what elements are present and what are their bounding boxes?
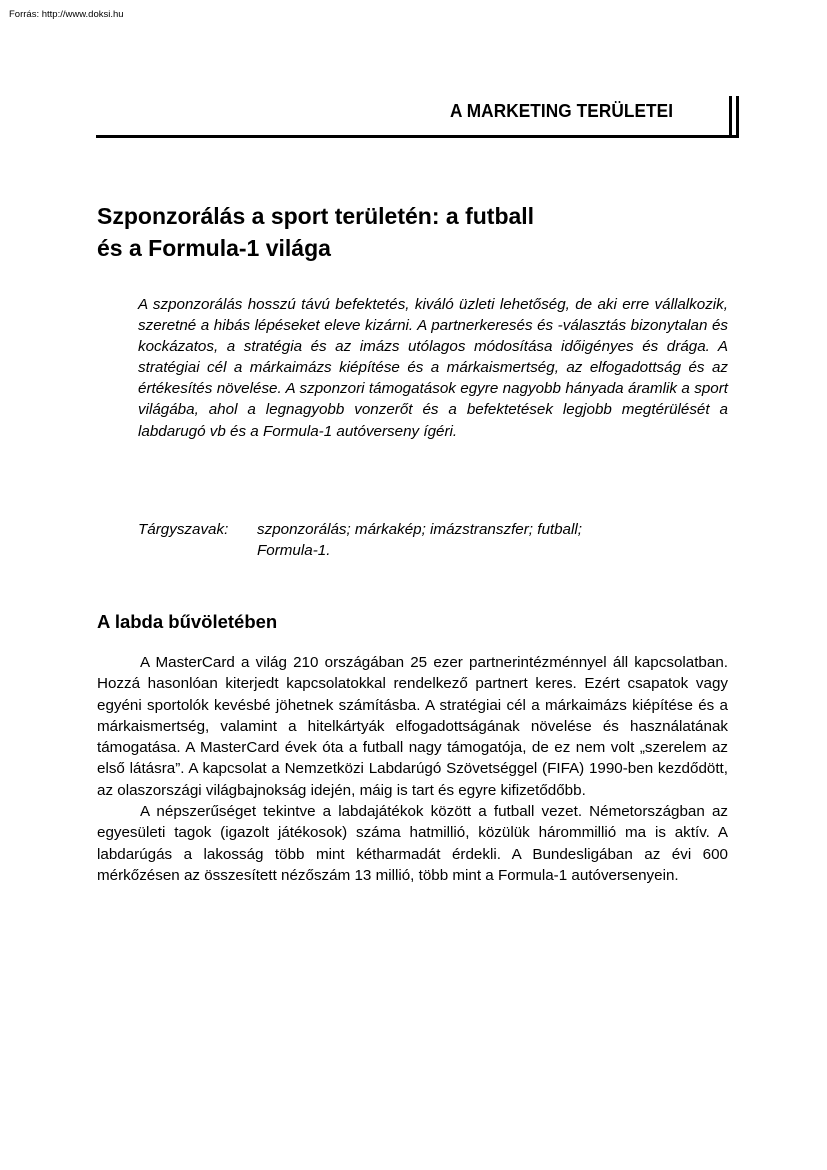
keywords bbox=[257, 519, 727, 561]
section-header: A MARKETING TERÜLETEI bbox=[450, 100, 674, 121]
keywords-line-2: Formula-1. bbox=[257, 542, 331, 560]
paragraph: A MasterCard a világ 210 országában 25 ezer partnerintézménnyel áll kapcsolatban. Hozzá hasonlóan kiterjedt kapcsolatokkal rendelkező partnert keres. Ezért csapatok vagy egyéni sportolók kevésbé jöhetnek számításba. A stratégiai cél a márkaimázs kiépítése és a márkaismertség, valamint a hitelkártyák elfogadottságának növelése és használatának támogatása. A MasterCard évek óta a futball nagy támogatója, de ez nem volt „szerelem az első látásra”. A kapcsolat a Nemzetközi Labdarúgó Szövetséggel (FIFA) 1990-ben kezdődött, az olaszországi világbajnokság idején, máig is tart és egyre kifizetődőbb. bbox=[97, 654, 728, 799]
title-line-2: és a Formula-1 világa bbox=[97, 235, 331, 261]
header-rule bbox=[96, 135, 739, 138]
paragraph: A népszerűséget tekintve a labdajátékok között a futball vezet. Németországban az egyesületi tagok (igazolt játékosok) száma hatmillió, közülük hárommillió ma is aktív. A labdarúgás a lakosság több mint kétharmadát érdekli. A Bundesligában az évi 600 mérkőzésen az összesített nézőszám 13 millió, több mint a Formula-1 autóversenyein. bbox=[97, 803, 728, 884]
keywords-label: Tárgyszavak: bbox=[138, 521, 229, 538]
section-heading: A labda bűvöletében bbox=[97, 611, 278, 632]
keywords-line-1: szponzorálás; márkakép; imázstranszfer; futball; bbox=[257, 521, 582, 538]
header-bar-left bbox=[729, 96, 732, 138]
article-title bbox=[97, 200, 534, 264]
source-note: Forrás: http://www.doksi.hu bbox=[9, 9, 124, 20]
header-bar-right bbox=[736, 96, 739, 138]
abstract: A szponzorálás hosszú távú befektetés, kiváló üzleti lehetőség, de aki erre vállalkozik, szeretné a hibás lépéseket eleve kizárni. A partnerkeresés és -választás bizonytalan és kockázatos, a stratégia és az imázs utólagos módosítása időigényes és drága. A stratégiai cél a márkaimázs kiépítése és a márkaismertség, az elfogadottság és az értékesítés növelése. A szponzori támogatások egyre nagyobb hányada áramlik a sport világába, ahol a legnagyobb vonzerőt és a befektetések legjobb megtérülését a labdarugó vb és a Formula-1 autóverseny ígéri. bbox=[138, 296, 728, 440]
title-line-1: Szponzorálás a sport területén: a futball bbox=[97, 203, 535, 229]
section-body bbox=[97, 652, 728, 886]
